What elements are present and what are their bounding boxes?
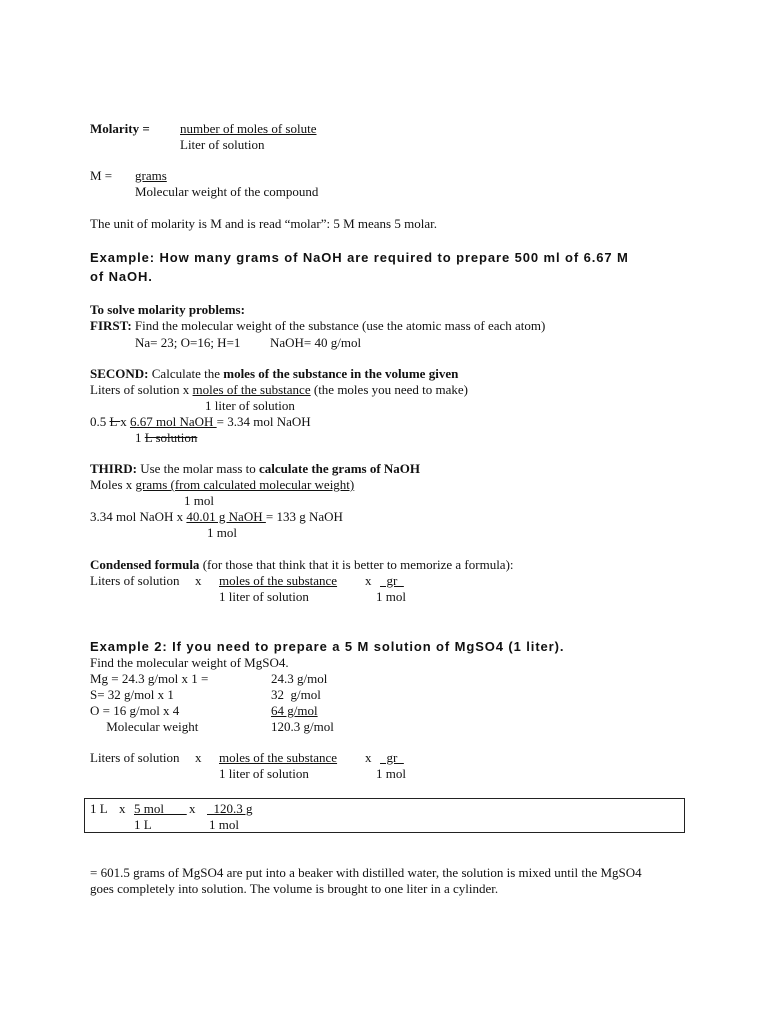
mw-row-right: 64 g/mol	[271, 703, 318, 718]
steps-heading: To solve molarity problems:	[90, 302, 245, 317]
third-calc-left: 3.34 mol NaOH x	[90, 509, 187, 524]
second-calc-denom-cancelled: L solution	[144, 430, 198, 445]
mw-total-value: 120.3 g/mol	[271, 719, 334, 734]
first-naoh: NaOH= 40 g/mol	[270, 335, 362, 350]
condensed-gr: gr	[380, 573, 404, 588]
second-eq-denominator: 1 liter of solution	[205, 398, 295, 413]
third-eq-fraction: grams (from calculated molecular weight)	[135, 477, 355, 492]
third-calculation	[90, 509, 343, 525]
third-equation	[90, 477, 354, 493]
conclusion-line2: goes completely into solution. The volume is brought to one liter in a cylinder.	[90, 881, 499, 896]
molarity-label: Molarity =	[90, 121, 150, 136]
third-calc-fraction: 40.01 g NaOH	[186, 509, 266, 524]
mw-row-right: 32 g/mol	[271, 687, 321, 702]
example2-gr: gr	[380, 750, 404, 765]
first-line	[90, 318, 545, 334]
example1-title-line1: Example: How many grams of NaOH are required to prepare 500 ml of 6.67 M	[90, 250, 629, 265]
condensed-denominator-1: 1 liter of solution	[219, 589, 309, 604]
m-label: M =	[90, 168, 113, 183]
condensed-moles: moles of the substance	[219, 573, 338, 588]
example2-find: Find the molecular weight of MgSO4.	[90, 655, 289, 670]
mw-row-left: S= 32 g/mol x 1	[90, 687, 174, 702]
example1-title-line2: of NaOH.	[90, 269, 153, 284]
second-equation	[90, 382, 468, 398]
mw-row-left: O = 16 g/mol x 4	[90, 703, 180, 718]
condensed-line	[90, 557, 514, 573]
second-eq-note: (the moles you need to make)	[310, 382, 469, 397]
second-calc-x: x	[120, 414, 130, 429]
second-calc-liter-cancelled: L	[109, 414, 121, 429]
first-text: Find the molecular weight of the substance (use the atomic mass of each atom)	[131, 318, 546, 333]
unit-note: The unit of molarity is M and is read “molar”: 5 M means 5 molar.	[90, 216, 437, 231]
example2-moles: moles of the substance	[219, 750, 338, 765]
example2-denominator-1: 1 liter of solution	[219, 766, 309, 781]
result-volume: 1 L	[90, 801, 108, 816]
mw-row-left: Mg = 24.3 g/mol x 1 =	[90, 671, 209, 686]
condensed-x1: x	[195, 573, 202, 588]
mw-total-label: Molecular weight	[90, 719, 199, 734]
third-eq-left: Moles x	[90, 477, 136, 492]
molarity-denominator: Liter of solution	[180, 137, 265, 152]
second-calc-result: = 3.34 mol NaOH	[216, 414, 311, 429]
third-calc-denominator: 1 mol	[207, 525, 237, 540]
condensed-text: (for those that think that it is better to memorize a formula):	[199, 557, 514, 572]
result-x2: x	[189, 801, 196, 816]
result-denominator-1: 1 L	[134, 817, 152, 832]
second-eq-left: Liters of solution x	[90, 382, 193, 397]
second-label: SECOND:	[90, 366, 149, 381]
third-text: Use the molar mass to	[136, 461, 259, 476]
m-denominator: Molecular weight of the compound	[135, 184, 319, 199]
third-calc-result: = 133 g NaOH	[265, 509, 343, 524]
example2-x1: x	[195, 750, 202, 765]
example2-liters: Liters of solution	[90, 750, 180, 765]
example2-denominator-2: 1 mol	[376, 766, 406, 781]
third-bold: calculate the grams of NaOH	[259, 461, 421, 476]
mw-row-right: 24.3 g/mol	[271, 671, 328, 686]
second-calculation	[90, 414, 311, 430]
conclusion-line1: = 601.5 grams of MgSO4 are put into a beaker with distilled water, the solution is mixed until the MgSO4	[90, 865, 642, 880]
first-label: FIRST:	[90, 318, 132, 333]
result-fraction-2: 120.3 g	[207, 801, 253, 816]
second-calc-fraction: 6.67 mol NaOH	[129, 414, 217, 429]
result-box	[84, 798, 685, 833]
second-line	[90, 366, 458, 382]
first-masses: Na= 23; O=16; H=1	[135, 335, 241, 350]
m-numerator: grams	[135, 168, 167, 183]
result-fraction-1: 5 mol	[134, 801, 187, 816]
second-calc-a: 0.5	[90, 414, 110, 429]
condensed-denominator-2: 1 mol	[376, 589, 406, 604]
condensed-label: Condensed formula	[90, 557, 200, 572]
second-bold: moles of the substance in the volume given	[223, 366, 459, 381]
third-line	[90, 461, 420, 477]
molarity-numerator: number of moles of solute	[180, 121, 317, 136]
example2-title: Example 2: If you need to prepare a 5 M solution of MgSO4 (1 liter).	[90, 639, 565, 654]
condensed-liters: Liters of solution	[90, 573, 180, 588]
example2-x2: x	[365, 750, 372, 765]
third-label: THIRD:	[90, 461, 137, 476]
second-calc-denom-1: 1	[135, 430, 145, 445]
second-calc-denominator	[135, 430, 197, 446]
third-eq-denominator: 1 mol	[184, 493, 214, 508]
second-text: Calculate the	[148, 366, 224, 381]
result-x1: x	[119, 801, 126, 816]
condensed-x2: x	[365, 573, 372, 588]
result-denominator-2: 1 mol	[209, 817, 239, 832]
second-eq-fraction: moles of the substance	[192, 382, 311, 397]
